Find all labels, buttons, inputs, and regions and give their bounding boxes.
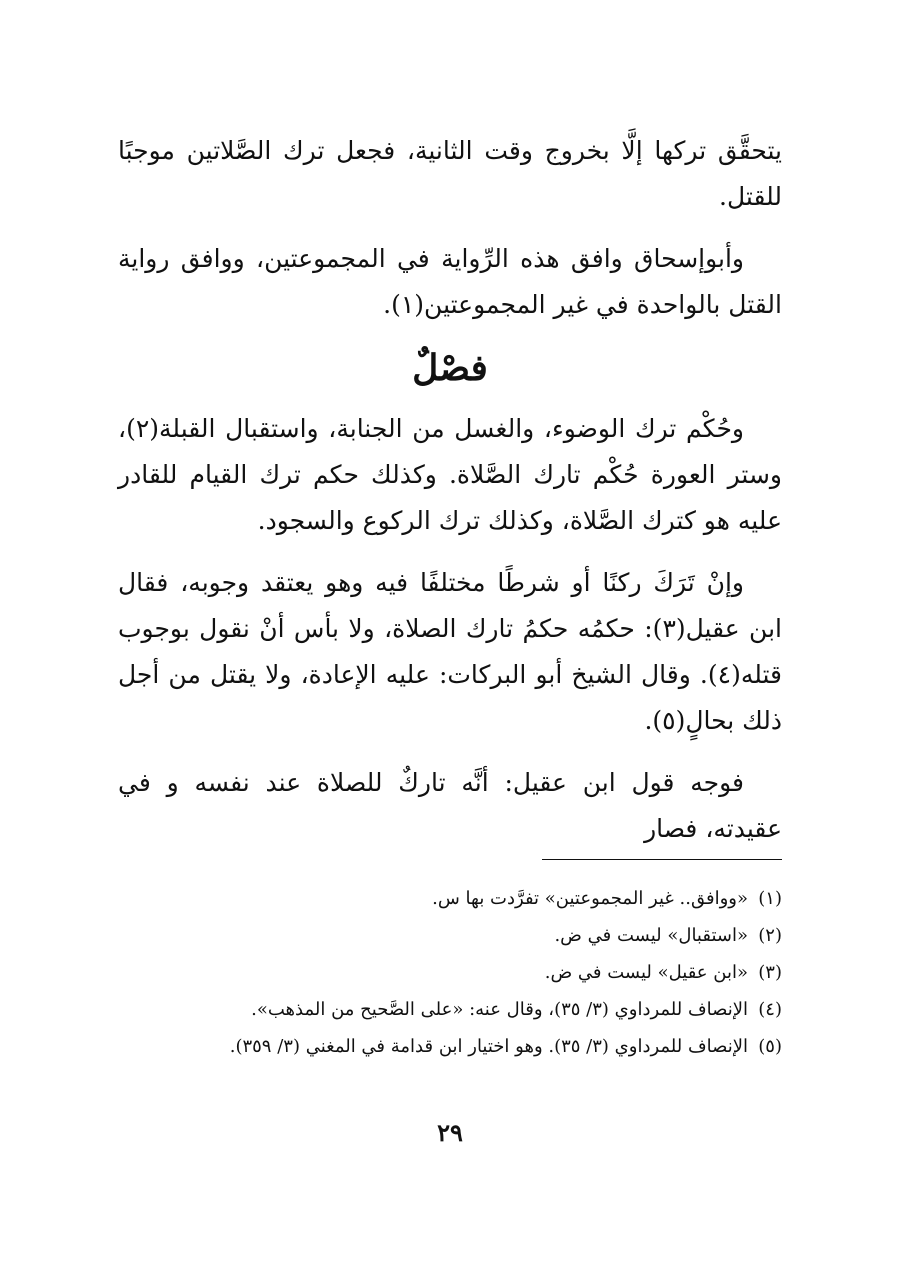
- body-paragraph: وإنْ تَرَكَ ركنًا أو شرطًا مختلفًا فيه وهو يعتقد وجوبه، فقال ابن عقيل(٣): حكمُه حكمُ تارك الصلاة، ولا بأس أنْ نقول بوجوب قتله(٤). وقال الشيخ أبو البركات: عليه الإعادة، ولا يقتل من أجل ذلك بحالٍ(٥).: [118, 568, 782, 735]
- body-paragraph: يتحقَّق تركها إلَّا بخروج وقت الثانية، فجعل ترك الصَّلاتين موجبًا للقتل.: [118, 136, 783, 211]
- footnote-list: [118, 880, 782, 1065]
- footnote-separator: [542, 859, 782, 860]
- footnote-item: [118, 1028, 782, 1065]
- body-paragraph: وحُكْم ترك الوضوء، والغسل من الجنابة، واستقبال القبلة(٢)، وستر العورة حُكْم تارك الصَّلاة. وكذلك حكم ترك القيام للقادر عليه هو كترك الصَّلاة، وكذلك ترك الركوع والسجود.: [118, 414, 782, 535]
- footnote-number: (٣): [758, 962, 782, 983]
- footnote-item: [118, 991, 782, 1028]
- body-paragraph: فوجه قول ابن عقيل: أنَّه تاركٌ للصلاة عند نفسه و في عقيدته، فصار: [118, 768, 782, 843]
- page-number: ٢٩: [437, 1118, 463, 1147]
- footnote-number: (٥): [758, 1036, 782, 1057]
- footnote-text: «ووافق.. غير المجموعتين» تفرَّدت بها س.: [432, 888, 748, 909]
- footnote-number: (١): [758, 888, 782, 909]
- footnote-text: الإنصاف للمرداوي (٣/ ٣٥). وهو اختيار ابن قدامة في المغني (٣/ ٣٥٩).: [229, 1036, 748, 1057]
- footnote-item: [118, 917, 782, 954]
- footnote-text: الإنصاف للمرداوي (٣/ ٣٥)، وقال عنه: «على الصَّحيح من المذهب».: [251, 999, 748, 1020]
- footnote-item: [118, 954, 782, 991]
- footnote-number: (٤): [758, 999, 782, 1020]
- footnote-text: «استقبال» ليست في ض.: [554, 925, 748, 946]
- footnote-number: (٢): [758, 925, 782, 946]
- footnote-text: «ابن عقيل» ليست في ض.: [544, 962, 748, 983]
- document-page: [118, 128, 782, 1228]
- footnote-item: [118, 880, 782, 917]
- section-heading: فصْلٌ: [412, 347, 488, 389]
- body-paragraph: وأبوإسحاق وافق هذه الرِّواية في المجموعتين، ووافق رواية القتل بالواحدة في غير المجموعتين(١).: [118, 244, 782, 319]
